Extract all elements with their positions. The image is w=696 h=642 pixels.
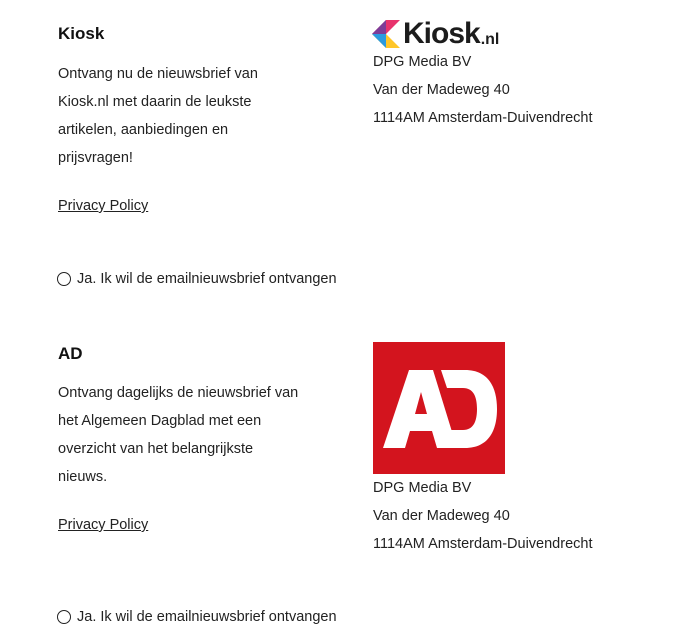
optin-checkbox[interactable] [57,271,337,287]
description-line: Ontvang nu de nieuwsbrief van [58,66,258,82]
kiosk-logo [372,17,500,50]
newsletter-description [58,60,338,172]
newsletter-ad [0,320,696,642]
address-line: 1114AM Amsterdam-Duivendrecht [373,536,593,552]
publisher-address [373,48,592,132]
address-line: 1114AM Amsterdam-Duivendrecht [373,110,593,126]
address-line: Van der Madeweg 40 [373,508,510,524]
radio-circle-icon[interactable] [57,610,71,624]
ad-logo [373,342,505,474]
kiosk-logo-word: Kiosk [403,17,480,50]
optin-label: Ja. Ik wil de emailnieuwsbrief ontvangen [77,271,337,287]
newsletter-title: Kiosk [58,24,105,43]
newsletter-kiosk [0,0,696,320]
privacy-policy-link[interactable]: Privacy Policy [58,517,149,533]
description-line: overzicht van het belangrijkste [58,441,254,457]
description-line: nieuws. [58,469,108,485]
description-line: Kiosk.nl met daarin de leukste [58,94,252,110]
description-line: Ontvang dagelijks de nieuwsbrief van [58,385,299,401]
newsletter-description [58,379,338,491]
kiosk-logo-tld: .nl [480,31,500,48]
address-line: DPG Media BV [373,54,472,70]
address-line: DPG Media BV [373,480,472,496]
description-line: het Algemeen Dagblad met een [58,413,262,429]
ad-logo-mark [373,342,505,474]
optin-checkbox[interactable] [57,609,337,625]
radio-circle-icon[interactable] [57,272,71,286]
description-line: prijsvragen! [58,150,133,166]
newsletter-title: AD [58,344,83,363]
optin-label: Ja. Ik wil de emailnieuwsbrief ontvangen [77,609,337,625]
address-line: Van der Madeweg 40 [373,82,510,98]
publisher-address [373,474,592,558]
kiosk-mark-icon [372,20,400,48]
description-line: artikelen, aanbiedingen en [58,122,229,138]
privacy-policy-link[interactable]: Privacy Policy [58,198,149,214]
